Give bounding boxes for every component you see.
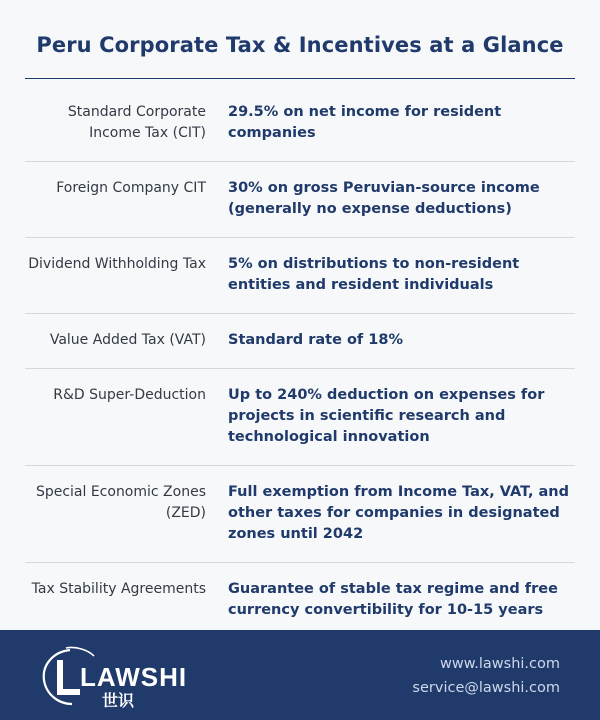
table-row bbox=[25, 369, 575, 466]
row-value: Up to 240% deduction on expenses for projects in scientific research and technological innovation bbox=[228, 387, 545, 445]
website-link[interactable]: www.lawshi.com bbox=[440, 656, 560, 672]
footer bbox=[0, 630, 600, 720]
row-label: R&D Super-Deduction bbox=[53, 387, 206, 403]
title-divider bbox=[25, 78, 575, 79]
row-value: Guarantee of stable tax regime and free currency convertibility for 10-15 years bbox=[228, 581, 558, 618]
row-value: Standard rate of 18% bbox=[228, 332, 403, 348]
row-label: Special Economic Zones (ZED) bbox=[35, 484, 206, 521]
row-value: 5% on distributions to non-resident entities and resident individuals bbox=[228, 256, 520, 293]
row-label: Tax Stability Agreements bbox=[31, 581, 206, 597]
tax-table bbox=[25, 86, 575, 638]
row-label: Value Added Tax (VAT) bbox=[49, 332, 206, 348]
lawshi-logo bbox=[40, 646, 188, 710]
table-row bbox=[25, 466, 575, 563]
row-value: Full exemption from Income Tax, VAT, and other taxes for companies in designated zones until 2042 bbox=[228, 484, 569, 542]
logo-subtext: 世识 bbox=[102, 691, 135, 710]
row-label: Dividend Withholding Tax bbox=[28, 256, 206, 272]
row-value: 30% on gross Peruvian-source income (generally no expense deductions) bbox=[228, 180, 540, 217]
table-row bbox=[25, 86, 575, 162]
table-row bbox=[25, 238, 575, 314]
contact-info bbox=[412, 652, 560, 700]
row-value: 29.5% on net income for resident companies bbox=[228, 104, 502, 141]
row-label: Standard Corporate Income Tax (CIT) bbox=[67, 104, 206, 141]
email-link[interactable]: service@lawshi.com bbox=[412, 680, 560, 696]
logo-text: LAWSHI bbox=[80, 662, 188, 692]
table-row bbox=[25, 563, 575, 638]
page-title: Peru Corporate Tax & Incentives at a Glance bbox=[36, 33, 564, 57]
table-row bbox=[25, 314, 575, 369]
table-row bbox=[25, 162, 575, 238]
row-label: Foreign Company CIT bbox=[56, 180, 206, 196]
